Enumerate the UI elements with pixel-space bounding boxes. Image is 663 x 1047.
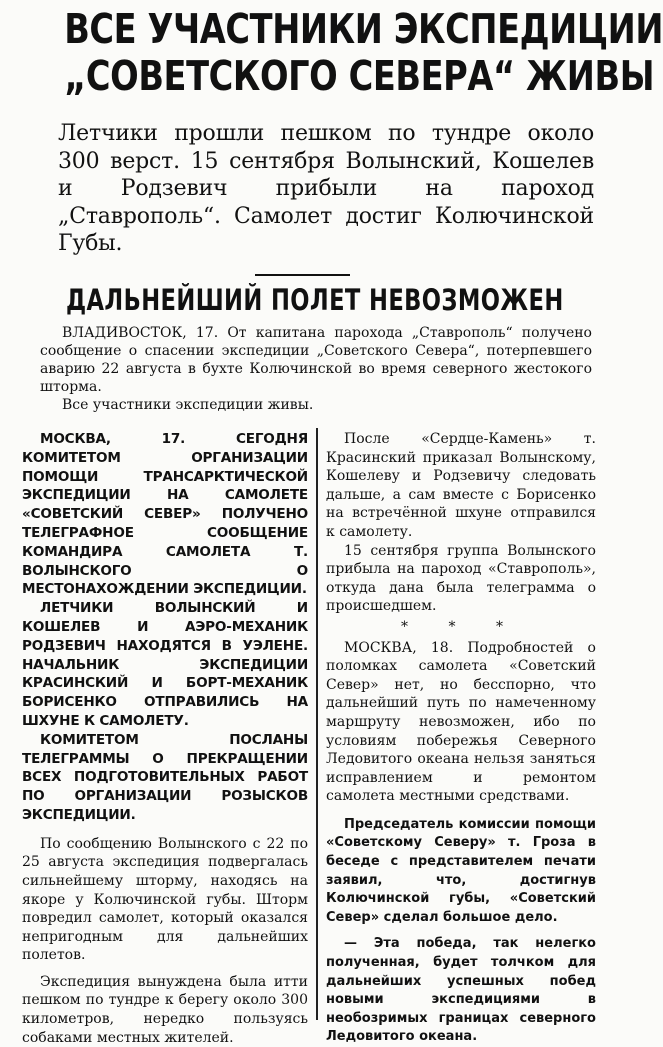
lead-paragraph: Летчики прошли пешком по тундре около 300 верст. 15 сентября Волынский, Кошелев и Родзевич прибыли на пароход „Ставрополь“. Самолет достиг Колючинской Губы. (58, 121, 594, 256)
subheadline: ДАЛЬНЕЙШИЙ ПОЛЕТ НЕВОЗМОЖЕН (66, 283, 564, 317)
bold-paragraph-2: ЛЕТЧИКИ ВОЛЫНСКИЙ И КОШЕЛЕВ И АЭРО-МЕХАНИК РОДЗЕВИЧ НАХОДЯТСЯ В УЭЛЕНЕ. НАЧАЛЬНИК ЭКСПЕДИЦИИ КРАСИНСКИЙ И БОРТ-МЕХАНИК БОРИСЕНКО ОТПРАВИЛИСЬ НА ШХУНЕ К САМОЛЕТУ. (22, 600, 308, 729)
section-separator-stars: * * * (401, 618, 521, 635)
headline-line-2: „СОВЕТСКОГО СЕВЕРА“ ЖИВЫ (64, 52, 655, 100)
column-divider (316, 428, 318, 1020)
bold-paragraph-1: МОСКВА, 17. СЕГОДНЯ КОМИТЕТОМ ОРГАНИЗАЦИИ ПОМОЩИ ТРАНСАРКТИЧЕСКОЙ ЭКСПЕДИЦИИ НА САМОЛЕТЕ «СОВЕТСКИЙ СЕВЕР» ПОЛУЧЕНО ТЕЛЕГРАФНОЕ СООБЩЕНИЕ КОМАНДИРА САМОЛЕТА Т. ВОЛЫНСКОГО О МЕСТОНАХОЖДЕНИИ ЭКСПЕДИЦИИ. (22, 431, 308, 598)
right-column (326, 430, 596, 1047)
right-paragraph-3: МОСКВА, 18. Подробностей о поломках самолета «Советский Север» нет, но бесспорно, что дальнейший путь по намеченному маршруту невозможен, ибо по условиям побережья Северного Ледовитого океана нельзя заняться исправлением и ремонтом самолета местными средствами. (326, 639, 596, 805)
intro-block (40, 324, 592, 414)
bold-paragraph-3: КОМИТЕТОМ ПОСЛАНЫ ТЕЛЕГРАММЫ О ПРЕКРАЩЕНИИ ВСЕХ ПОДГОТОВИТЕЛЬНЫХ РАБОТ ПО ОРГАНИЗАЦИИ РОЗЫСКОВ ЭКСПЕДИЦИИ. (22, 731, 308, 823)
divider-rule (255, 274, 350, 276)
right-paragraph-1: После «Сердце-Камень» т. Красинский приказал Волынскому, Кошелеву и Родзевичу следовать дальше, а сам вместе с Борисенко на встречённой шхуне отправился к самолету. (326, 431, 596, 540)
left-paragraph-5: Экспедиция вынуждена была итти пешком по тундре к берегу около 300 километров, нередко пользуясь собаками местных жителей. (22, 973, 308, 1046)
intro-paragraph-2: Все участники экспедиции живы. (62, 397, 314, 413)
headline (64, 5, 663, 100)
intro-paragraph-1: ВЛАДИВОСТОК, 17. От капитана парохода „Ставрополь“ получено сообщение о спасении экспедиции „Советского Севера“, потерпевшего аварию 22 августа в бухте Колючинской во время северного жестокого шторма. (40, 325, 592, 395)
right-paragraph-2: 15 сентября группа Волынского прибыла на пароход «Ставрополь», откуда дана была телеграмма о происшедшем. (326, 542, 596, 615)
left-column (22, 430, 308, 1047)
headline-line-1: ВСЕ УЧАСТНИКИ ЭКСПЕДИЦИИ (64, 5, 663, 53)
left-paragraph-4: По сообщению Волынского с 22 по 25 августа экспедиция подвергалась сильнейшему шторму, находясь на якоре у Колючинской губы. Шторм повредил самолет, который оказался непригодным для дальнейших полетов. (22, 835, 308, 964)
right-paragraph-4: Председатель комиссии помощи «Советскому Северу» т. Гроза в беседе с представителем печати заявил, что, достигнув Колючинской губы, «Советский Север» сделал большое дело. (326, 816, 596, 925)
right-paragraph-5: — Эта победа, так нелегко полученная, будет толчком для дальнейших успешных побед новыми экспедициями в необозримых границах северного Ледовитого океана. (326, 936, 596, 1045)
